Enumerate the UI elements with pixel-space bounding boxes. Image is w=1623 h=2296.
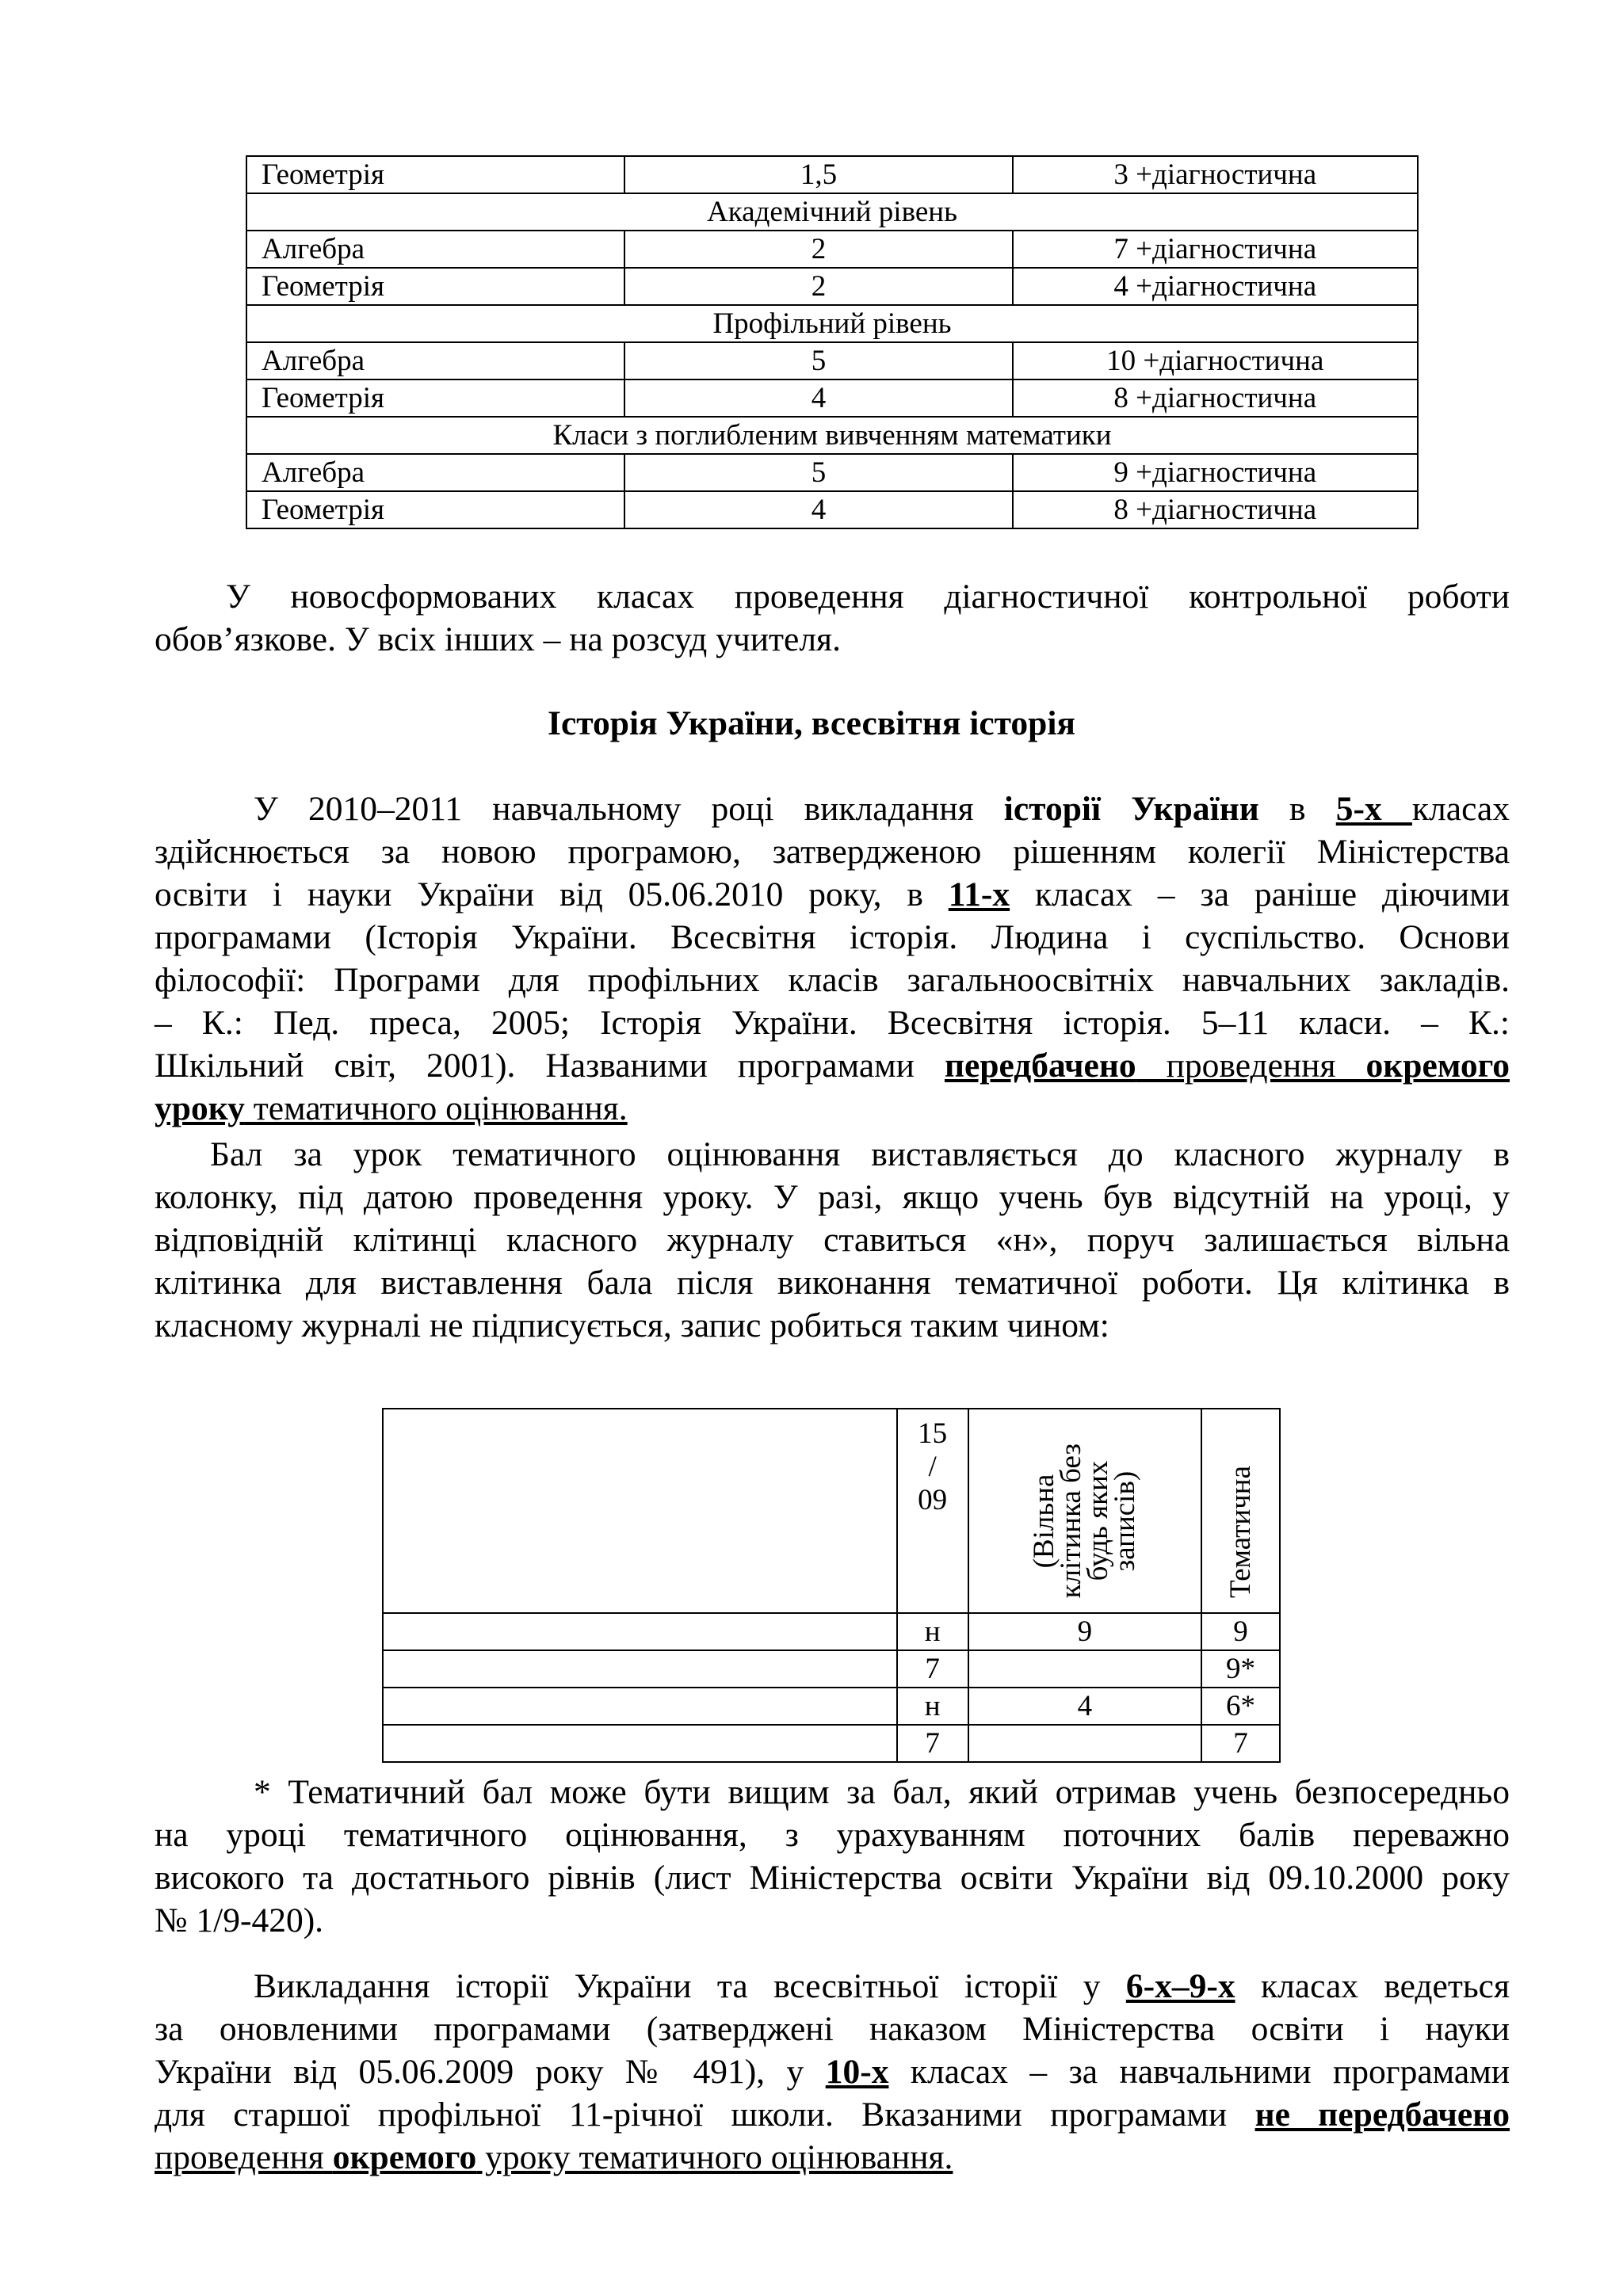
student-name-cell: [383, 1688, 897, 1725]
table-row: [246, 454, 1418, 491]
hours-cell: 5: [624, 342, 1012, 379]
text-line: здійснюється за новою програмою, затвердженою рішенням колегії Міністерства: [155, 833, 1510, 871]
text-line: класному журналі не підписується, запис робиться таким чином:: [155, 1306, 1109, 1344]
paragraph-footnote: [155, 1771, 1510, 1942]
table-row: [246, 491, 1418, 528]
table-row: [246, 342, 1418, 379]
thematic-grade-cell: 9: [1201, 1613, 1280, 1650]
lesson-grade-cell: 7: [897, 1725, 968, 1762]
hours-cell: 1,5: [624, 156, 1012, 193]
section-row: [246, 193, 1418, 231]
works-cell: 4 +діагностична: [1013, 268, 1418, 305]
works-cell: 8 +діагностична: [1013, 379, 1418, 417]
student-name-cell: [383, 1650, 897, 1688]
table-row: [246, 268, 1418, 305]
subject-cell: Алгебра: [246, 454, 624, 491]
hours-cell: 2: [624, 268, 1012, 305]
journal-row: [383, 1725, 1280, 1762]
text-line: Викладання історії України та всесвітньої історії у 6-х–9-х класах ведеться: [254, 1967, 1510, 2005]
lesson-grade-cell: н: [897, 1613, 968, 1650]
subject-cell: Геометрія: [246, 156, 624, 193]
text-line: № 1/9-420).: [155, 1901, 324, 1939]
subject-cell: Геометрія: [246, 268, 624, 305]
works-cell: 3 +діагностична: [1013, 156, 1418, 193]
lesson-grade-cell: 7: [897, 1650, 968, 1688]
subject-cell: Алгебра: [246, 342, 624, 379]
section-row: [246, 305, 1418, 342]
text-line: уроку тематичного оцінювання.: [155, 1089, 628, 1127]
level-section-label: Профільний рівень: [246, 305, 1418, 342]
text-line: клітинка для виставлення бала після виконання тематичної роботи. Ця клітинка в: [155, 1264, 1510, 1302]
journal-row: [383, 1613, 1280, 1650]
text-line: колонку, під датою проведення уроку. У разі, якщо учень був відсутній на уроці, у: [155, 1178, 1510, 1216]
student-name-cell: [383, 1725, 897, 1762]
works-cell: 8 +діагностична: [1013, 491, 1418, 528]
level-section-label: Академічний рівень: [246, 193, 1418, 231]
text-line: У 2010–2011 навчальному році викладання історії України в 5-х класах: [254, 790, 1510, 828]
thematic-grade-cell: 7: [1201, 1725, 1280, 1762]
text-line: У новосформованих класах проведення діагностичної контрольної роботи: [226, 578, 1510, 616]
paragraph-history-programs: [155, 788, 1510, 1130]
hours-table: [246, 155, 1419, 529]
text-line: – К.: Пед. преса, 2005; Історія України. Всесвітня історія. 5–11 класи. – К.:: [155, 1004, 1510, 1042]
hours-cell: 4: [624, 491, 1012, 528]
paragraph-diagnostic: [155, 575, 1510, 661]
text-line: відповідній клітинці класного журналу ставиться «н», поруч залишається вільна: [155, 1221, 1510, 1259]
level-section-label: Класи з поглибленим вивченням математики: [246, 417, 1418, 454]
text-line: проведення окремого уроку тематичного оцінювання.: [155, 2138, 953, 2176]
subject-cell: Геометрія: [246, 491, 624, 528]
thematic-grade-cell: 9*: [1201, 1650, 1280, 1688]
text-line: Бал за урок тематичного оцінювання виставляється до класного журналу в: [210, 1135, 1510, 1173]
hours-cell: 4: [624, 379, 1012, 417]
table-row: [246, 379, 1418, 417]
text-line: України від 05.06.2009 року № 491), у 10-х класах – за навчальними програмами: [155, 2053, 1510, 2091]
free-grade-cell: 4: [968, 1688, 1201, 1725]
hours-cell: 5: [624, 454, 1012, 491]
free-grade-cell: [968, 1725, 1201, 1762]
free-cell-header: (Вільна клітинка без будь яких записів): [968, 1409, 1201, 1613]
works-cell: 7 +діагностична: [1013, 231, 1418, 268]
text-line: програмами (Історія України. Всесвітня історія. Людина і суспільство. Основи: [155, 918, 1510, 956]
text-line: філософії: Програми для профільних класів загальноосвітніх навчальних закладів.: [155, 961, 1510, 999]
hours-cell: 2: [624, 231, 1012, 268]
text-line: для старшої профільної 11-річної школи. Вказаними програмами не передбачено: [155, 2096, 1510, 2134]
free-grade-cell: [968, 1650, 1201, 1688]
section-row: [246, 417, 1418, 454]
subject-cell: Геометрія: [246, 379, 624, 417]
paragraph-updated-programs: [155, 1965, 1510, 2179]
section-heading: Історія України, всесвітня історія: [548, 704, 1075, 742]
thematic-grade-cell: 6*: [1201, 1688, 1280, 1725]
journal-row: [383, 1650, 1280, 1688]
lesson-grade-cell: н: [897, 1688, 968, 1725]
table-row: [246, 156, 1418, 193]
text-line: за оновленими програмами (затверджені наказом Міністерства освіти і науки: [155, 2010, 1510, 2048]
text-line: на уроці тематичного оцінювання, з урахуванням поточних балів переважно: [155, 1816, 1510, 1854]
text-line: обов’язкове. У всіх інших – на розсуд учителя.: [155, 620, 841, 658]
thematic-header: Тематична: [1201, 1409, 1280, 1613]
works-cell: 10 +діагностична: [1013, 342, 1418, 379]
works-cell: 9 +діагностична: [1013, 454, 1418, 491]
journal-example-table: [382, 1408, 1281, 1763]
student-name-header: [383, 1409, 897, 1613]
student-name-cell: [383, 1613, 897, 1650]
journal-row: [383, 1688, 1280, 1725]
subject-cell: Алгебра: [246, 231, 624, 268]
paragraph-grade-recording: [155, 1133, 1510, 1347]
text-line: високого та достатнього рівнів (лист Міністерства освіти України від 09.10.2000 року: [155, 1859, 1510, 1897]
text-line: Шкільний світ, 2001). Названими програмами передбачено проведення окремого: [155, 1047, 1510, 1085]
free-grade-cell: 9: [968, 1613, 1201, 1650]
table-row: [246, 231, 1418, 268]
date-header: 15 / 09: [897, 1409, 968, 1613]
text-line: * Тематичний бал може бути вищим за бал, який отримав учень безпосередньо: [254, 1773, 1510, 1811]
text-line: освіти і науки України від 05.06.2010 року, в 11-х класах – за раніше діючими: [155, 875, 1510, 913]
